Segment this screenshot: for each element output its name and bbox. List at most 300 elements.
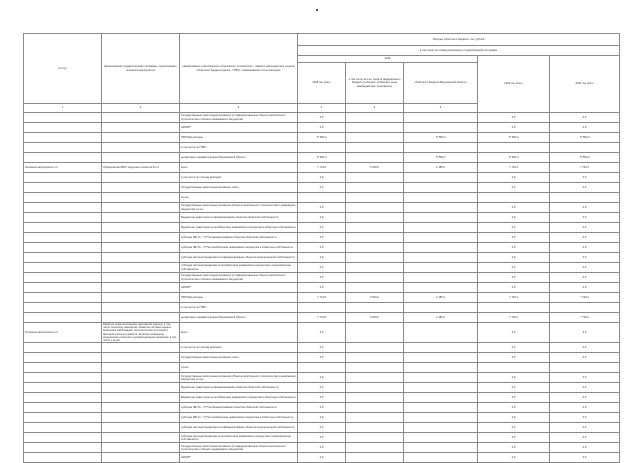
row-status-cell [24, 123, 102, 133]
table-row [24, 223, 620, 233]
row-value-cell [346, 123, 404, 133]
row-value-cell: 0,0 [478, 263, 550, 273]
row-status-cell: Основное мероприятие 1.2 [24, 163, 102, 173]
row-article-cell: Бюджетные инвестиции на приобретение недвижимого имущества в областную собственность [180, 223, 298, 233]
row-value-cell: 0,0 [478, 183, 550, 193]
row-value-cell: 0,0 [550, 223, 620, 233]
row-value-cell: 5 529,6 [346, 293, 404, 303]
row-program-cell [102, 233, 180, 243]
row-value-cell [404, 143, 478, 153]
table-row [24, 393, 620, 403]
row-program-cell [102, 373, 180, 383]
row-value-cell: 0,0 [550, 113, 620, 123]
row-value-cell: 0,0 [298, 353, 346, 363]
row-value-cell: 77 852,0 [404, 133, 478, 143]
col-number: 1 [24, 104, 102, 113]
table-row [24, 303, 620, 313]
header-year-2018: 2018 [298, 56, 478, 63]
table-row [24, 453, 620, 463]
row-article-cell: субсидии (БК 41 - 77)**на финансирование объектов областной собственности [180, 233, 298, 243]
row-status-cell [24, 363, 102, 373]
row-value-cell [404, 403, 478, 413]
row-value-cell: 0,0 [478, 353, 550, 363]
row-value-cell: 77 852,0 [478, 153, 550, 163]
row-value-cell [404, 203, 478, 213]
row-status-cell [24, 453, 102, 463]
row-value-cell [404, 113, 478, 123]
row-program-cell [102, 313, 180, 323]
row-value-cell [404, 433, 478, 443]
row-value-cell: 5 529,6 [346, 163, 404, 173]
row-value-cell [346, 383, 404, 393]
row-article-cell: НИОКР* [180, 283, 298, 293]
col-number: 4 [298, 104, 346, 113]
row-value-cell: 0,0 [298, 233, 346, 243]
row-program-cell [102, 263, 180, 273]
row-article-cell: субсидии местным бюджетам на софинансирование объектов муниципальной собственности [180, 253, 298, 263]
row-value-cell: 0,0 [550, 173, 620, 183]
row-status-cell [24, 413, 102, 423]
row-value-cell: 0,0 [298, 173, 346, 183]
row-article-cell: всего [180, 163, 298, 173]
row-status-cell [24, 283, 102, 293]
row-value-cell [298, 303, 346, 313]
row-article-cell: ПРОЧИЕ расходы [180, 133, 298, 143]
row-article-cell: в том числе по статьям расходов: [180, 343, 298, 353]
table-row [24, 213, 620, 223]
row-program-cell [102, 363, 180, 373]
row-value-cell: 0,0 [550, 443, 620, 453]
row-value-cell: 0,0 [478, 253, 550, 263]
row-value-cell [550, 143, 620, 153]
header-2020: 2020 год, всего [550, 56, 620, 113]
row-article-cell: Бюджетные инвестиции на финансирование объектов областной собственности [180, 213, 298, 223]
row-program-cell [102, 223, 180, 233]
page-mark [316, 9, 318, 11]
row-value-cell: 0,0 [298, 263, 346, 273]
row-value-cell: 0,0 [550, 283, 620, 293]
row-value-cell [404, 383, 478, 393]
row-value-cell [404, 353, 478, 363]
row-value-cell: 0,0 [550, 383, 620, 393]
row-article-cell: ПРОЧИЕ расходы [180, 293, 298, 303]
row-value-cell: 0,0 [298, 393, 346, 403]
row-value-cell: 77 852,0 [404, 153, 478, 163]
row-status-cell [24, 113, 102, 123]
row-value-cell [404, 413, 478, 423]
row-value-cell [346, 153, 404, 163]
row-value-cell: 0,0 [298, 343, 346, 353]
row-value-cell [404, 453, 478, 463]
row-value-cell: 0,0 [478, 453, 550, 463]
row-value-cell: 0,0 [478, 223, 550, 233]
row-status-cell [24, 183, 102, 193]
row-value-cell: 7 749,4 [550, 313, 620, 323]
header-expenses: Расходы областного бюджета, тыс. рублей [298, 34, 620, 46]
row-value-cell [478, 193, 550, 203]
row-article-cell: субсидии (БК 41 - 77)*на приобретение недвижимого имущества в областную собственность [180, 243, 298, 253]
row-value-cell [346, 193, 404, 203]
row-value-cell [346, 173, 404, 183]
row-value-cell [404, 393, 478, 403]
row-value-cell: 0,0 [478, 123, 550, 133]
row-program-cell [102, 113, 180, 123]
header-2019: 2019 год, всего [478, 56, 550, 113]
row-status-cell [24, 273, 102, 283]
row-status-cell [24, 213, 102, 223]
row-value-cell: 7 749,4 [550, 163, 620, 173]
table-row [24, 123, 620, 133]
row-article-cell: из них: [180, 363, 298, 373]
header-incl-program: в том числе по этапам реализации государственной программы [298, 46, 620, 56]
row-status-cell: Основное мероприятие 1.3 [24, 323, 102, 343]
row-value-cell [346, 453, 404, 463]
row-value-cell [346, 323, 404, 343]
row-value-cell: 0,0 [478, 373, 550, 383]
table-row [24, 133, 620, 143]
row-value-cell: 2 185,2 [404, 163, 478, 173]
row-value-cell: 0,0 [298, 283, 346, 293]
row-value-cell [404, 343, 478, 353]
row-article-cell: в том числе по ГРБС: [180, 303, 298, 313]
row-value-cell [550, 303, 620, 313]
row-program-cell [102, 403, 180, 413]
row-value-cell [298, 363, 346, 373]
row-article-cell: Бюджетные инвестиции на финансирование объектов областной собственности [180, 383, 298, 393]
row-value-cell [346, 263, 404, 273]
table-row [24, 373, 620, 383]
row-article-cell: Государственные капитальные вложения (в подведомственные объекты капитального строительства и объекты недвижимого имущества) [180, 443, 298, 453]
row-value-cell [346, 303, 404, 313]
row-program-cell [102, 393, 180, 403]
row-article-cell: из них: [180, 193, 298, 203]
row-status-cell [24, 153, 102, 163]
row-article-cell: субсидии местным бюджетам на софинансирование объектов муниципальной собственности [180, 423, 298, 433]
row-value-cell: 7 749,4 [550, 293, 620, 303]
header-2018-plan: 2018 год, всего [298, 63, 346, 104]
row-value-cell: 0,0 [478, 243, 550, 253]
table-row [24, 263, 620, 273]
table-row [24, 163, 620, 173]
table-row [24, 313, 620, 323]
table-row [24, 403, 620, 413]
row-value-cell: 0,0 [298, 123, 346, 133]
row-value-cell: 5 529,6 [346, 313, 404, 323]
row-value-cell: 0,0 [478, 113, 550, 123]
row-article-cell: Государственные капитальные вложения (объекты капитального строительства и недвижимое имущество) из них [181, 204, 296, 211]
row-value-cell [404, 443, 478, 453]
row-value-cell: 0,0 [298, 383, 346, 393]
row-status-cell [24, 243, 102, 253]
header-program-name: Наименование государственной программы, подпрограммы, основного мероприятия [102, 34, 180, 104]
row-article-cell: департамент здравоохранения Воронежской области [180, 313, 298, 323]
row-value-cell: 0,0 [298, 453, 346, 463]
row-value-cell: 0,0 [550, 413, 620, 423]
table-row [24, 423, 620, 433]
row-value-cell: 0,0 [298, 183, 346, 193]
row-program-cell [102, 173, 180, 183]
table-row [24, 433, 620, 443]
row-value-cell [346, 443, 404, 453]
row-value-cell: 0,0 [550, 233, 620, 243]
row-article-cell: Государственные капитальные вложения (объекты капитального строительства и недвижимое имущество) из них [181, 374, 296, 381]
row-value-cell: 0,0 [298, 203, 346, 213]
row-program-cell [102, 183, 180, 193]
row-value-cell: 0,0 [298, 323, 346, 343]
row-program-cell [102, 143, 180, 153]
row-article-cell: субсидии (БК 41 - 77)**на финансирование объектов областной собственности [180, 403, 298, 413]
table-row [24, 283, 620, 293]
row-value-cell: 0,0 [550, 373, 620, 383]
row-value-cell [346, 233, 404, 243]
table-row [24, 323, 620, 343]
row-article-cell: департамент здравоохранения Воронежской области [180, 153, 298, 163]
row-value-cell [404, 323, 478, 343]
row-program-cell [102, 253, 180, 263]
row-value-cell: 0,0 [478, 403, 550, 413]
row-value-cell: 77 852,0 [298, 133, 346, 143]
row-value-cell: 2 185,2 [404, 313, 478, 323]
row-value-cell [346, 273, 404, 283]
row-status-cell [24, 173, 102, 183]
row-value-cell [346, 213, 404, 223]
row-program-cell [102, 153, 180, 163]
row-value-cell: 0,0 [550, 183, 620, 193]
row-status-cell [24, 233, 102, 243]
row-program-cell [102, 423, 180, 433]
row-value-cell: 77 852,0 [550, 133, 620, 143]
row-value-cell [404, 273, 478, 283]
row-status-cell [24, 193, 102, 203]
row-value-cell [346, 423, 404, 433]
row-value-cell [346, 253, 404, 263]
row-value-cell: 0,0 [478, 343, 550, 353]
row-value-cell: 0,0 [550, 213, 620, 223]
row-value-cell: 0,0 [298, 253, 346, 263]
row-value-cell: 0,0 [478, 323, 550, 343]
row-status-cell [24, 143, 102, 153]
table-row [24, 203, 620, 213]
row-status-cell [24, 423, 102, 433]
row-value-cell [404, 213, 478, 223]
row-value-cell: 0,0 [550, 123, 620, 133]
row-value-cell [346, 403, 404, 413]
row-value-cell: 0,0 [550, 353, 620, 363]
table-row [24, 383, 620, 393]
row-value-cell: 77 852,0 [478, 133, 550, 143]
row-value-cell: 0,0 [550, 403, 620, 413]
row-program-cell [102, 383, 180, 393]
header-regional: областного бюджета Воронежской области [404, 63, 478, 104]
row-value-cell: 7 714,8 [298, 163, 346, 173]
row-article-cell: субсидии (БК 41 - 77)*на приобретение недвижимого имущества в областную собственность [180, 413, 298, 423]
budget-table [23, 33, 620, 463]
row-value-cell [404, 253, 478, 263]
row-value-cell: 0,0 [478, 433, 550, 443]
row-article-cell: субсидии местным бюджетам на приобретение недвижимого имущества в муниципальную собственность [180, 263, 298, 273]
table-row [24, 353, 620, 363]
row-status-cell [24, 263, 102, 273]
row-value-cell [346, 143, 404, 153]
table-row [24, 233, 620, 243]
row-program-cell [102, 283, 180, 293]
row-value-cell: 2 185,2 [404, 293, 478, 303]
row-value-cell: 0,0 [298, 113, 346, 123]
row-value-cell [550, 363, 620, 373]
row-article-cell: Государственные капитальные вложения, всего [180, 353, 298, 363]
header-status: Статус [24, 34, 102, 104]
row-value-cell: 0,0 [298, 243, 346, 253]
row-article-cell: Бюджетные инвестиции на приобретение недвижимого имущества в областную собственность [180, 393, 298, 403]
row-value-cell: 0,0 [298, 373, 346, 383]
row-value-cell [404, 243, 478, 253]
row-value-cell: 0,0 [550, 203, 620, 213]
row-program-cell [102, 273, 180, 283]
row-value-cell [550, 193, 620, 203]
row-program-cell [102, 303, 180, 313]
col-number: 2 [102, 104, 180, 113]
row-status-cell [24, 313, 102, 323]
row-value-cell: 0,0 [550, 323, 620, 343]
table-row [24, 413, 620, 423]
row-value-cell: 0,0 [478, 213, 550, 223]
table-row [24, 273, 620, 283]
row-program-cell: Развитие первичной медико-санитарной помощи, в том числе сельскому населению. Развитие системы раннего выявления заболеваний, патологических состояний и факторов риска их развития, включая проведение медицинских осмотров и диспансеризации населения, в том числе у детей [102, 323, 180, 343]
table-row [24, 113, 620, 123]
row-value-cell [404, 233, 478, 243]
row-program-cell [102, 243, 180, 253]
row-article-cell: Государственные капитальные вложения, всего [180, 183, 298, 193]
row-program-cell [102, 343, 180, 353]
table-row [24, 443, 620, 453]
table-row [24, 153, 620, 163]
row-value-cell: 0,0 [550, 343, 620, 353]
row-program-cell [102, 443, 180, 453]
row-value-cell: 0,0 [478, 203, 550, 213]
row-value-cell [404, 363, 478, 373]
row-value-cell [346, 133, 404, 143]
header-executor-name: Наименование ответственного исполнителя, исполнителя - главного распорядителя средств областного бюджета (далее - ГРБС) / наименование статьи расходов [180, 34, 298, 104]
row-status-cell [24, 203, 102, 213]
row-value-cell [346, 113, 404, 123]
row-value-cell [404, 263, 478, 273]
table-row [24, 243, 620, 253]
row-value-cell [346, 243, 404, 253]
row-program-cell [102, 193, 180, 203]
row-value-cell [404, 423, 478, 433]
row-value-cell [346, 183, 404, 193]
row-status-cell [24, 433, 102, 443]
row-value-cell [478, 363, 550, 373]
row-program-cell [102, 433, 180, 443]
row-status-cell [24, 343, 102, 353]
row-article-cell: всего [180, 323, 298, 343]
row-value-cell: 0,0 [550, 453, 620, 463]
row-program-cell [102, 203, 180, 213]
row-value-cell [346, 393, 404, 403]
row-value-cell: 0,0 [298, 213, 346, 223]
row-value-cell: 0,0 [550, 253, 620, 263]
row-value-cell [346, 363, 404, 373]
row-article-cell: Государственные капитальные вложения (в подведомственные объекты капитального строительства и объекты недвижимого имущества) [180, 273, 298, 283]
table-row [24, 253, 620, 263]
row-value-cell: 0,0 [550, 423, 620, 433]
row-value-cell [478, 303, 550, 313]
table-row [24, 293, 620, 303]
row-value-cell: 0,0 [550, 273, 620, 283]
row-value-cell: 0,0 [478, 443, 550, 453]
row-value-cell [404, 173, 478, 183]
row-status-cell [24, 293, 102, 303]
row-value-cell [404, 283, 478, 293]
col-number: 3 [180, 104, 298, 113]
row-value-cell: 0,0 [550, 263, 620, 273]
row-value-cell: 0,0 [478, 423, 550, 433]
row-value-cell: 7 714,8 [298, 313, 346, 323]
row-value-cell: 0,0 [298, 443, 346, 453]
row-value-cell [404, 303, 478, 313]
row-status-cell [24, 223, 102, 233]
row-value-cell [346, 283, 404, 293]
row-value-cell: 0,0 [550, 243, 620, 253]
row-status-cell [24, 133, 102, 143]
row-status-cell [24, 303, 102, 313]
row-status-cell [24, 383, 102, 393]
col-number: 6 [404, 104, 478, 113]
row-value-cell: 7 714,8 [298, 293, 346, 303]
table-row [24, 143, 620, 153]
row-program-cell: Профилактика ВИЧ, вирусных гепатитов В и С [102, 163, 180, 173]
row-value-cell: 0,0 [298, 413, 346, 423]
row-status-cell [24, 393, 102, 403]
row-value-cell: 7 749,4 [478, 313, 550, 323]
row-article-cell: НИОКР* [180, 123, 298, 133]
row-value-cell [346, 413, 404, 423]
row-value-cell [346, 373, 404, 383]
row-value-cell: 0,0 [550, 393, 620, 403]
row-value-cell [298, 143, 346, 153]
row-program-cell [102, 453, 180, 463]
row-value-cell: 0,0 [550, 433, 620, 443]
row-status-cell [24, 443, 102, 453]
row-program-cell [102, 353, 180, 363]
row-value-cell [478, 143, 550, 153]
row-value-cell: 0,0 [478, 233, 550, 243]
row-status-cell [24, 373, 102, 383]
row-value-cell: 0,0 [298, 403, 346, 413]
row-value-cell [346, 223, 404, 233]
row-value-cell: 0,0 [478, 383, 550, 393]
row-value-cell [404, 223, 478, 233]
row-value-cell: 0,0 [478, 413, 550, 423]
row-program-cell [102, 133, 180, 143]
row-value-cell: 7 749,4 [478, 163, 550, 173]
row-article-cell: в том числе по ГРБС: [180, 143, 298, 153]
row-value-cell [346, 433, 404, 443]
row-value-cell: 0,0 [298, 223, 346, 233]
row-value-cell [346, 343, 404, 353]
row-value-cell: 0,0 [298, 273, 346, 283]
row-program-cell [102, 293, 180, 303]
row-status-cell [24, 253, 102, 263]
col-number: 5 [346, 104, 404, 113]
row-value-cell: 77 852,0 [298, 153, 346, 163]
row-value-cell: 7 749,4 [478, 293, 550, 303]
row-program-cell [102, 213, 180, 223]
table-row [24, 343, 620, 353]
header-federal: в том числе за счет средств федерального бюджета (субсидии, субвенции, иные межбюджетные трансферты) [346, 63, 404, 104]
row-value-cell [404, 183, 478, 193]
